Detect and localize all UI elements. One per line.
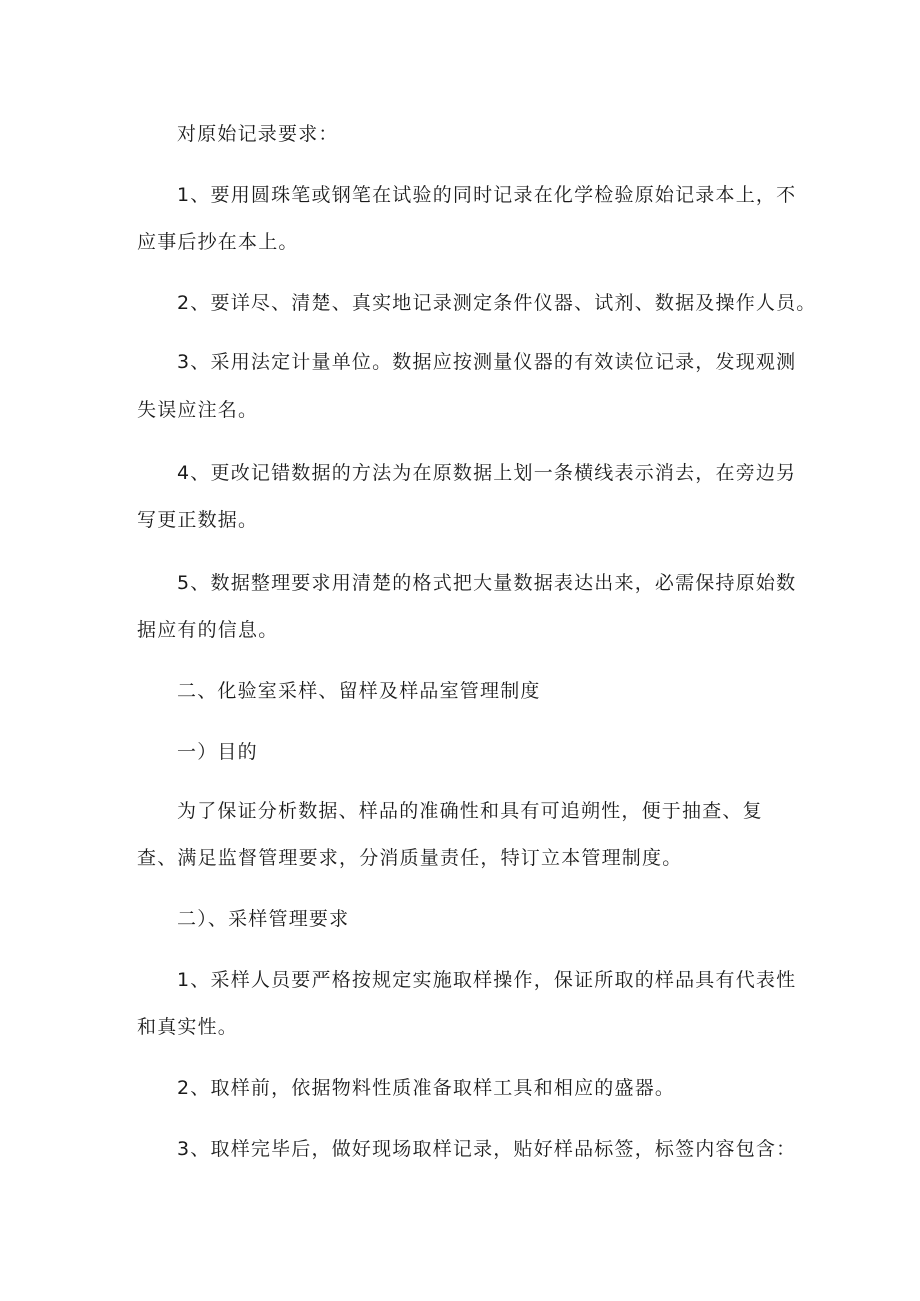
paragraph-line: 据应有的信息。 [137, 619, 279, 641]
section-heading-original-record: 对原始记录要求： [177, 123, 339, 145]
paragraph-line: 2、取样前，依据物料性质准备取样工具和相应的盛器。 [177, 1077, 676, 1099]
paragraph-line: 1、采样人员要严格按规定实施取样操作，保证所取的样品具有代表性 [177, 969, 797, 991]
section-heading-sampling-system: 二、化验室采样、留样及样品室管理制度 [177, 680, 541, 702]
paragraph-line: 查、满足监督管理要求，分消质量责任，特订立本管理制度。 [137, 847, 683, 869]
paragraph-line: 和真实性。 [137, 1016, 239, 1038]
paragraph-line: 失误应注名。 [137, 399, 259, 421]
subsection-heading-purpose: 一）目的 [177, 741, 258, 763]
paragraph-line: 应事后抄在本上。 [137, 231, 299, 253]
paragraph-line: 4、更改记错数据的方法为在原数据上划一条横线表示消去，在旁边另 [177, 462, 797, 484]
paragraph-line: 为了保证分析数据、样品的准确性和具有可追朔性，便于抽查、复 [177, 800, 763, 822]
paragraph-line: 5、数据整理要求用清楚的格式把大量数据表达出来，必需保持原始数 [177, 572, 797, 594]
subsection-heading-sampling-requirements: 二）、采样管理要求 [177, 908, 350, 930]
paragraph-line: 1、要用圆珠笔或钢笔在试验的同时记录在化学检验原始记录本上，不 [177, 184, 797, 206]
paragraph-line: 写更正数据。 [137, 509, 259, 531]
paragraph-line: 3、采用法定计量单位。数据应按测量仪器的有效读位记录，发现观测 [177, 351, 797, 373]
paragraph-line: 3、取样完毕后，做好现场取样记录，贴好样品标签，标签内容包含： [177, 1138, 797, 1160]
paragraph-line: 2、要详尽、清楚、真实地记录测定条件仪器、试剂、数据及操作人员。 [177, 292, 817, 314]
